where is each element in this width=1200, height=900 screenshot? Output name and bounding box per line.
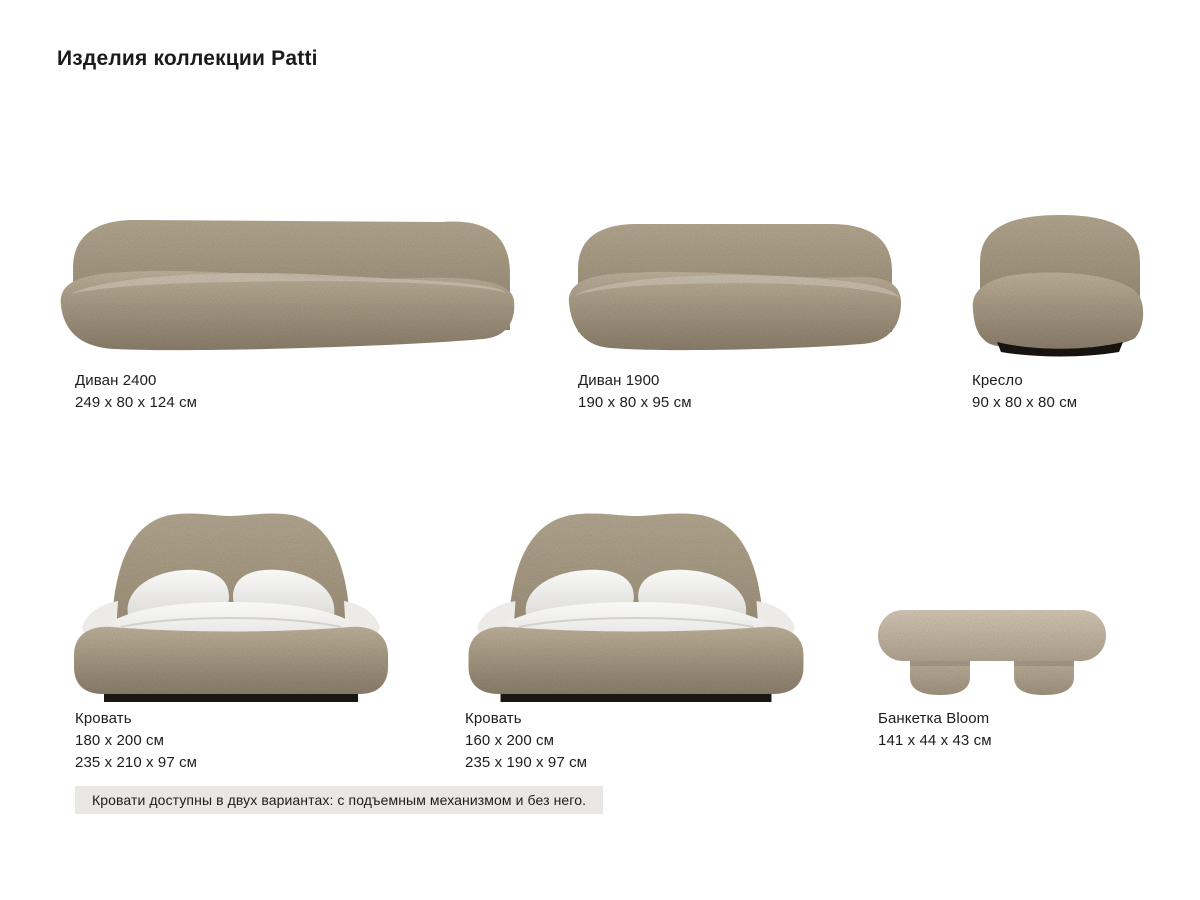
bed-160-image <box>460 505 812 705</box>
product-dimensions: 235 x 190 x 97 см <box>465 754 588 771</box>
product-name: Кровать <box>75 710 132 727</box>
product-dimensions: 90 x 80 x 80 см <box>972 394 1078 411</box>
beds-variants-note <box>75 786 603 814</box>
product-label-armchair <box>972 370 1077 414</box>
sofa-2400-render <box>58 190 520 364</box>
bed-160-render <box>460 505 812 705</box>
sofa-1900-render <box>565 197 905 362</box>
armchair-image <box>965 200 1155 365</box>
page-title: Изделия коллекции Patti <box>57 47 318 70</box>
armchair-render <box>965 200 1155 365</box>
product-name: Диван 2400 <box>75 372 157 389</box>
bench-bloom-render <box>872 597 1112 697</box>
product-label-sofa-2400 <box>75 370 197 414</box>
armchair-seat <box>973 273 1143 350</box>
product-name: Кровать <box>465 710 522 727</box>
product-dimensions: 160 x 200 см <box>465 732 555 749</box>
product-dimensions: 180 x 200 см <box>75 732 165 749</box>
bed-180-image <box>66 505 396 705</box>
sofa-1900-image <box>565 197 905 362</box>
product-dimensions: 249 x 80 x 124 см <box>75 394 198 411</box>
note-text: Кровати доступны в двух вариантах: с подъемным механизмом и без него. <box>92 792 587 808</box>
product-dimensions: 235 x 210 x 97 см <box>75 754 198 771</box>
product-dimensions: 141 x 44 x 43 см <box>878 732 992 749</box>
sofa-2400-image <box>58 190 520 364</box>
product-label-bed-180 <box>75 708 197 774</box>
product-name: Кресло <box>972 372 1023 389</box>
product-label-bench-bloom <box>878 708 992 752</box>
product-name: Банкетка Bloom <box>878 710 990 727</box>
bench-bloom-image <box>872 597 1112 697</box>
product-label-sofa-1900 <box>578 370 692 414</box>
bench-top <box>878 610 1106 661</box>
product-label-bed-160 <box>465 708 587 774</box>
product-name: Диван 1900 <box>578 372 660 389</box>
product-dimensions: 190 x 80 x 95 см <box>578 394 692 411</box>
bed-180-render <box>66 505 396 705</box>
